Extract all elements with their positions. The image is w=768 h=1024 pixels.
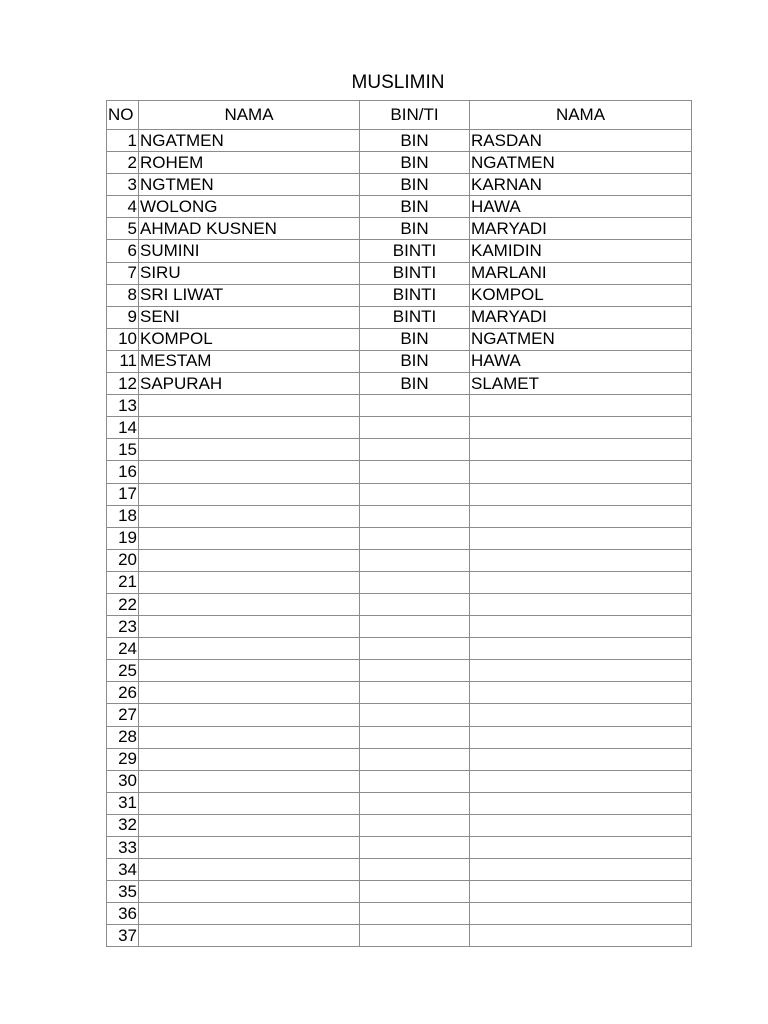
name-cell: [139, 549, 360, 571]
row-number: 23: [107, 616, 139, 638]
column-header-bin-ti: BIN/TI: [360, 101, 470, 130]
row-number: 31: [107, 792, 139, 814]
row-number: 27: [107, 704, 139, 726]
column-header-no: NO: [107, 101, 139, 130]
name-cell: [139, 483, 360, 505]
row-number: 32: [107, 814, 139, 836]
parent-name-cell: MARYADI: [470, 306, 692, 328]
parent-name-cell: HAWA: [470, 350, 692, 372]
row-number: 10: [107, 328, 139, 350]
bin-binti-cell: [360, 638, 470, 660]
bin-binti-cell: BINTI: [360, 284, 470, 306]
table-row: [107, 748, 692, 770]
name-cell: WOLONG: [139, 196, 360, 218]
row-number: 36: [107, 903, 139, 925]
name-cell: [139, 527, 360, 549]
row-number: 34: [107, 859, 139, 881]
parent-name-cell: [470, 616, 692, 638]
parent-name-cell: HAWA: [470, 196, 692, 218]
name-cell: [139, 571, 360, 593]
parent-name-cell: [470, 837, 692, 859]
name-cell: SAPURAH: [139, 373, 360, 395]
bin-binti-cell: BIN: [360, 196, 470, 218]
name-cell: [139, 770, 360, 792]
table-header-row: [107, 101, 692, 130]
name-cell: [139, 395, 360, 417]
bin-binti-cell: BIN: [360, 373, 470, 395]
name-cell: [139, 704, 360, 726]
name-cell: MESTAM: [139, 350, 360, 372]
table-row: [107, 881, 692, 903]
table-row: [107, 196, 692, 218]
table-row: [107, 417, 692, 439]
parent-name-cell: [470, 571, 692, 593]
row-number: 29: [107, 748, 139, 770]
name-cell: [139, 726, 360, 748]
bin-binti-cell: [360, 616, 470, 638]
table-row: [107, 218, 692, 240]
parent-name-cell: KARNAN: [470, 174, 692, 196]
row-number: 9: [107, 306, 139, 328]
table-row: [107, 284, 692, 306]
parent-name-cell: SLAMET: [470, 373, 692, 395]
bin-binti-cell: [360, 549, 470, 571]
parent-name-cell: MARLANI: [470, 262, 692, 284]
row-number: 13: [107, 395, 139, 417]
parent-name-cell: MARYADI: [470, 218, 692, 240]
parent-name-cell: [470, 527, 692, 549]
bin-binti-cell: BIN: [360, 152, 470, 174]
row-number: 35: [107, 881, 139, 903]
parent-name-cell: NGATMEN: [470, 152, 692, 174]
bin-binti-cell: BIN: [360, 174, 470, 196]
table-row: [107, 903, 692, 925]
parent-name-cell: [470, 925, 692, 947]
name-cell: KOMPOL: [139, 328, 360, 350]
parent-name-cell: [470, 439, 692, 461]
column-header-nama-parent: NAMA: [470, 101, 692, 130]
row-number: 18: [107, 505, 139, 527]
parent-name-cell: [470, 903, 692, 925]
bin-binti-cell: [360, 571, 470, 593]
parent-name-cell: [470, 483, 692, 505]
row-number: 2: [107, 152, 139, 174]
name-cell: [139, 505, 360, 527]
row-number: 24: [107, 638, 139, 660]
table-row: [107, 483, 692, 505]
table-row: [107, 925, 692, 947]
bin-binti-cell: [360, 682, 470, 704]
table-row: [107, 262, 692, 284]
row-number: 4: [107, 196, 139, 218]
row-number: 16: [107, 461, 139, 483]
bin-binti-cell: BINTI: [360, 262, 470, 284]
name-cell: NGATMEN: [139, 130, 360, 152]
bin-binti-cell: [360, 417, 470, 439]
row-number: 6: [107, 240, 139, 262]
bin-binti-cell: [360, 704, 470, 726]
page-title: MUSLIMIN: [351, 72, 445, 93]
row-number: 33: [107, 837, 139, 859]
bin-binti-cell: BIN: [360, 218, 470, 240]
row-number: 3: [107, 174, 139, 196]
bin-binti-cell: [360, 770, 470, 792]
bin-binti-cell: BINTI: [360, 240, 470, 262]
table-row: [107, 770, 692, 792]
name-cell: [139, 439, 360, 461]
row-number: 14: [107, 417, 139, 439]
table-row: [107, 792, 692, 814]
name-cell: SENI: [139, 306, 360, 328]
bin-binti-cell: BIN: [360, 350, 470, 372]
row-number: 19: [107, 527, 139, 549]
parent-name-cell: KOMPOL: [470, 284, 692, 306]
parent-name-cell: [470, 660, 692, 682]
table-row: [107, 130, 692, 152]
name-cell: [139, 593, 360, 615]
parent-name-cell: NGATMEN: [470, 328, 692, 350]
row-number: 37: [107, 925, 139, 947]
row-number: 8: [107, 284, 139, 306]
name-cell: ROHEM: [139, 152, 360, 174]
name-cell: [139, 461, 360, 483]
name-cell: SRI LIWAT: [139, 284, 360, 306]
row-number: 26: [107, 682, 139, 704]
name-cell: [139, 881, 360, 903]
row-number: 12: [107, 373, 139, 395]
row-number: 1: [107, 130, 139, 152]
table-row: [107, 505, 692, 527]
bin-binti-cell: [360, 837, 470, 859]
table-row: [107, 395, 692, 417]
bin-binti-cell: [360, 792, 470, 814]
table-row: [107, 814, 692, 836]
table-row: [107, 240, 692, 262]
table-body: [107, 130, 692, 947]
row-number: 5: [107, 218, 139, 240]
name-cell: [139, 638, 360, 660]
row-number: 20: [107, 549, 139, 571]
table-row: [107, 350, 692, 372]
bin-binti-cell: [360, 527, 470, 549]
table-row: [107, 549, 692, 571]
row-number: 22: [107, 593, 139, 615]
table-row: [107, 682, 692, 704]
bin-binti-cell: [360, 505, 470, 527]
bin-binti-cell: [360, 859, 470, 881]
name-cell: [139, 660, 360, 682]
parent-name-cell: RASDAN: [470, 130, 692, 152]
parent-name-cell: [470, 505, 692, 527]
table-row: [107, 439, 692, 461]
bin-binti-cell: [360, 814, 470, 836]
name-cell: [139, 682, 360, 704]
bin-binti-cell: BINTI: [360, 306, 470, 328]
bin-binti-cell: [360, 748, 470, 770]
bin-binti-cell: [360, 660, 470, 682]
name-cell: [139, 814, 360, 836]
parent-name-cell: [470, 593, 692, 615]
row-number: 11: [107, 350, 139, 372]
parent-name-cell: [470, 792, 692, 814]
parent-name-cell: [470, 814, 692, 836]
bin-binti-cell: [360, 903, 470, 925]
row-number: 7: [107, 262, 139, 284]
parent-name-cell: [470, 417, 692, 439]
name-cell: SIRU: [139, 262, 360, 284]
parent-name-cell: [470, 549, 692, 571]
parent-name-cell: [470, 859, 692, 881]
table-row: [107, 704, 692, 726]
table-row: [107, 527, 692, 549]
name-cell: [139, 792, 360, 814]
name-cell: [139, 616, 360, 638]
parent-name-cell: [470, 881, 692, 903]
table-row: [107, 461, 692, 483]
name-cell: [139, 925, 360, 947]
table-row: [107, 660, 692, 682]
parent-name-cell: [470, 748, 692, 770]
parent-name-cell: KAMIDIN: [470, 240, 692, 262]
row-number: 21: [107, 571, 139, 593]
bin-binti-cell: BIN: [360, 130, 470, 152]
row-number: 28: [107, 726, 139, 748]
name-cell: SUMINI: [139, 240, 360, 262]
table-row: [107, 726, 692, 748]
row-number: 15: [107, 439, 139, 461]
name-cell: [139, 748, 360, 770]
row-number: 17: [107, 483, 139, 505]
row-number: 25: [107, 660, 139, 682]
bin-binti-cell: [360, 395, 470, 417]
table-row: [107, 152, 692, 174]
table-row: [107, 373, 692, 395]
name-cell: NGTMEN: [139, 174, 360, 196]
bin-binti-cell: [360, 439, 470, 461]
bin-binti-cell: [360, 461, 470, 483]
bin-binti-cell: [360, 881, 470, 903]
table-row: [107, 306, 692, 328]
table-row: [107, 174, 692, 196]
row-number: 30: [107, 770, 139, 792]
name-cell: [139, 837, 360, 859]
table-row: [107, 571, 692, 593]
bin-binti-cell: BIN: [360, 328, 470, 350]
parent-name-cell: [470, 770, 692, 792]
parent-name-cell: [470, 461, 692, 483]
name-cell: [139, 859, 360, 881]
parent-name-cell: [470, 704, 692, 726]
parent-name-cell: [470, 638, 692, 660]
bin-binti-cell: [360, 593, 470, 615]
table-row: [107, 616, 692, 638]
table-row: [107, 328, 692, 350]
table-row: [107, 859, 692, 881]
name-cell: AHMAD KUSNEN: [139, 218, 360, 240]
table-row: [107, 837, 692, 859]
bin-binti-cell: [360, 483, 470, 505]
bin-binti-cell: [360, 925, 470, 947]
parent-name-cell: [470, 726, 692, 748]
table-row: [107, 638, 692, 660]
register-table: [106, 100, 692, 947]
column-header-nama: NAMA: [139, 101, 360, 130]
name-cell: [139, 903, 360, 925]
parent-name-cell: [470, 682, 692, 704]
bin-binti-cell: [360, 726, 470, 748]
name-cell: [139, 417, 360, 439]
table-row: [107, 593, 692, 615]
parent-name-cell: [470, 395, 692, 417]
